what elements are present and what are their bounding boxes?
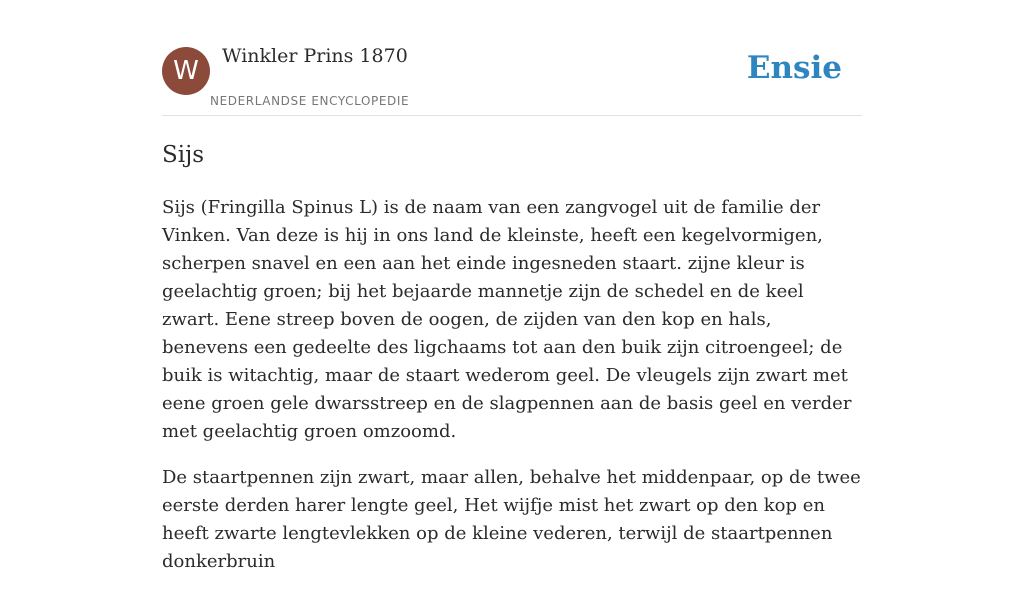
header <box>162 0 862 116</box>
article-title: Sijs <box>162 142 205 168</box>
article-body <box>162 194 862 576</box>
article-paragraph: Sijs (Fringilla Spinus L) is de naam van een zangvogel uit de familie der Vinken. Van deze is hij in ons land de kleinste, heeft een kegelvormigen, scherpen snavel en een aan het einde ingesneden staart. zijne kleur is geelachtig groen; bij het bejaarde mannetje zijn de schedel en de keel zwart. Eene streep boven de oogen, de zijden van den kop en hals, benevens een gedeelte des ligchaams tot aan den buik zijn citroengeel; de buik is witachtig, maar de staart wederom geel. De vleugels zijn zwart met eene groen gele dwarsstreep en de slagpennen aan de basis geel en verder met geelachtig groen omzoomd. <box>162 197 852 442</box>
source-avatar[interactable]: W <box>162 47 210 95</box>
source-subtitle: NEDERLANDSE ENCYCLOPEDIE <box>210 94 410 108</box>
page-container <box>162 0 862 594</box>
source-title[interactable]: Winkler Prins 1870 <box>222 45 408 67</box>
ensie-logo-link[interactable]: Ensie <box>746 50 842 86</box>
article-paragraph: De staartpennen zijn zwart, maar allen, behalve het middenpaar, op de twee eerste derden harer lengte geel, Het wijfje mist het zwart op den kop en heeft zwarte lengtevlekken op de kleine vederen, terwijl de staartpennen donkerbruin <box>162 467 861 572</box>
